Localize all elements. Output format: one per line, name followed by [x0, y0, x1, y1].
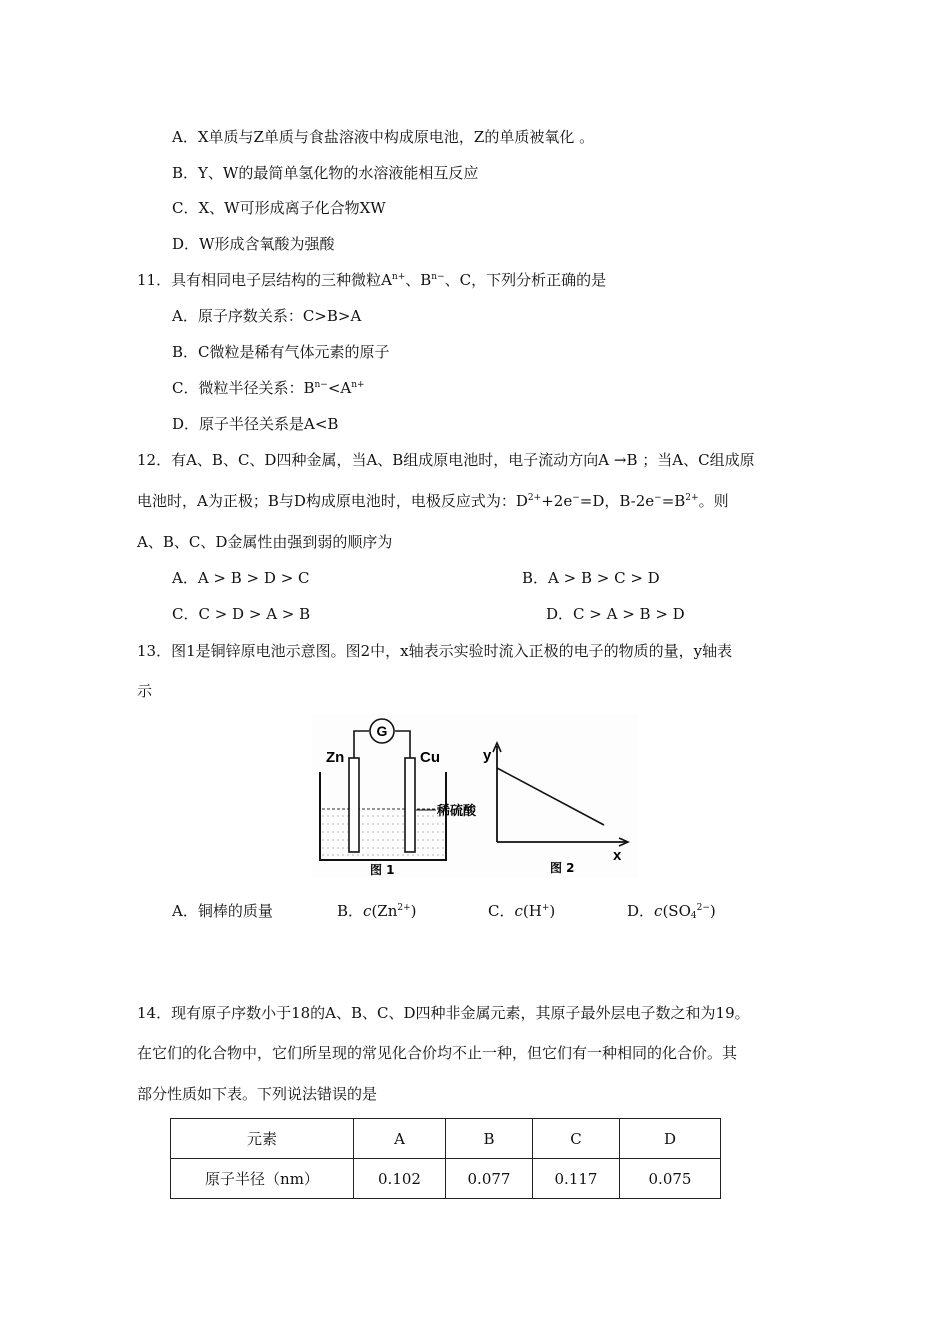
- table-header-cell: B: [446, 1119, 533, 1159]
- q12-option-c: C．C > D > A > B: [172, 605, 311, 623]
- q11-option-d: D．原子半径关系是A<B: [172, 415, 339, 433]
- galvanic-cell-figure: [312, 714, 638, 878]
- table-header-row: [171, 1119, 721, 1159]
- fig2-caption: 图 2: [550, 861, 575, 875]
- table-cell: 0.102: [354, 1159, 446, 1199]
- cu-electrode: [405, 758, 415, 852]
- table-cell: 原子半径（nm）: [171, 1159, 354, 1199]
- q10-option-d: D．W形成含氧酸为强酸: [172, 235, 335, 253]
- graph-line: [497, 768, 604, 825]
- table-cell: 0.117: [533, 1159, 620, 1199]
- q12-stem-line3: A、B、C、D金属性由强到弱的顺序为: [137, 533, 393, 551]
- q11-option-b: B．C微粒是稀有气体元素的原子: [172, 343, 390, 361]
- zn-electrode: [349, 758, 359, 852]
- q10-option-c: C．X、W可形成离子化合物XW: [172, 199, 386, 217]
- q10-option-a: A．X单质与Z单质与食盐溶液中构成原电池，Z的单质被氧化 。: [172, 128, 595, 146]
- cu-label: Cu: [420, 749, 440, 766]
- zn-label: Zn: [326, 749, 345, 766]
- q10-option-b: B．Y、W的最简单氢化物的水溶液能相互反应: [172, 164, 479, 182]
- table-cell: 0.077: [446, 1159, 533, 1199]
- q13-option-b: B．$c(Zn^{2+})$: [337, 902, 417, 920]
- q14-stem-line2: 在它们的化合物中，它们所呈现的常见化合价均不止一种，但它们有一种相同的化合价。其: [137, 1044, 738, 1062]
- liquid-hatch: [322, 816, 444, 855]
- acid-label: 稀硫酸: [437, 804, 477, 819]
- q13-stem-line1: 13．图1是铜锌原电池示意图。图2中，x轴表示实验时流入正极的电子的物质的量，y轴表: [137, 642, 733, 660]
- x-axis-label: x: [613, 847, 622, 864]
- q12-stem-line1: 12．有A、B、C、D四种金属，当A、B组成原电池时，电子流动方向A →B ；当A、C组成原: [137, 451, 755, 469]
- element-properties-table: [170, 1118, 721, 1199]
- figure-svg: [312, 714, 638, 878]
- q13-stem-line2: 示: [137, 682, 153, 700]
- fig1-caption: 图 1: [370, 863, 395, 877]
- q11-option-c: C．微粒半径关系：$B^{n-}<A^{n+}$: [172, 379, 365, 397]
- q12-option-d: D．C > A > B > D: [546, 605, 685, 623]
- table-header-cell: D: [620, 1119, 721, 1159]
- y-axis-label: y: [483, 747, 492, 764]
- table-row: [171, 1159, 721, 1199]
- q12-option-b: B．A > B > C > D: [522, 569, 660, 587]
- q11-stem: 11．具有相同电子层结构的三种微粒$A^{n+}$、$B^{n-}$、C，下列分析正确的是: [137, 271, 607, 289]
- q13-option-c: C．c(H+): [488, 902, 556, 920]
- table-cell: 0.075: [620, 1159, 721, 1199]
- table-header-cell: A: [354, 1119, 446, 1159]
- q13-option-d: D．$c(SO_4^{2-})$: [627, 902, 716, 921]
- q13-option-a: A．铜棒的质量: [172, 902, 273, 920]
- q12-option-a: A．A > B > D > C: [172, 569, 310, 587]
- q14-stem-line3: 部分性质如下表。下列说法错误的是: [137, 1085, 378, 1103]
- q12-stem-line2: 电池时，A为正极；B与D构成原电池时，电极反应式为：$D^{2+}+2e^-=D$，$B-2e^-=B^{2+}$。则: [137, 492, 729, 510]
- galvanometer-label: G: [376, 723, 388, 739]
- table-header-cell: 元素: [171, 1119, 354, 1159]
- q11-option-a: A．原子序数关系：C>B>A: [172, 307, 362, 325]
- q14-stem-line1: 14．现有原子序数小于18的A、B、C、D四种非金属元素，其原子最外层电子数之和为19。: [137, 1004, 750, 1022]
- wire-right: [395, 731, 410, 758]
- table-header-cell: C: [533, 1119, 620, 1159]
- wire-left: [354, 731, 369, 758]
